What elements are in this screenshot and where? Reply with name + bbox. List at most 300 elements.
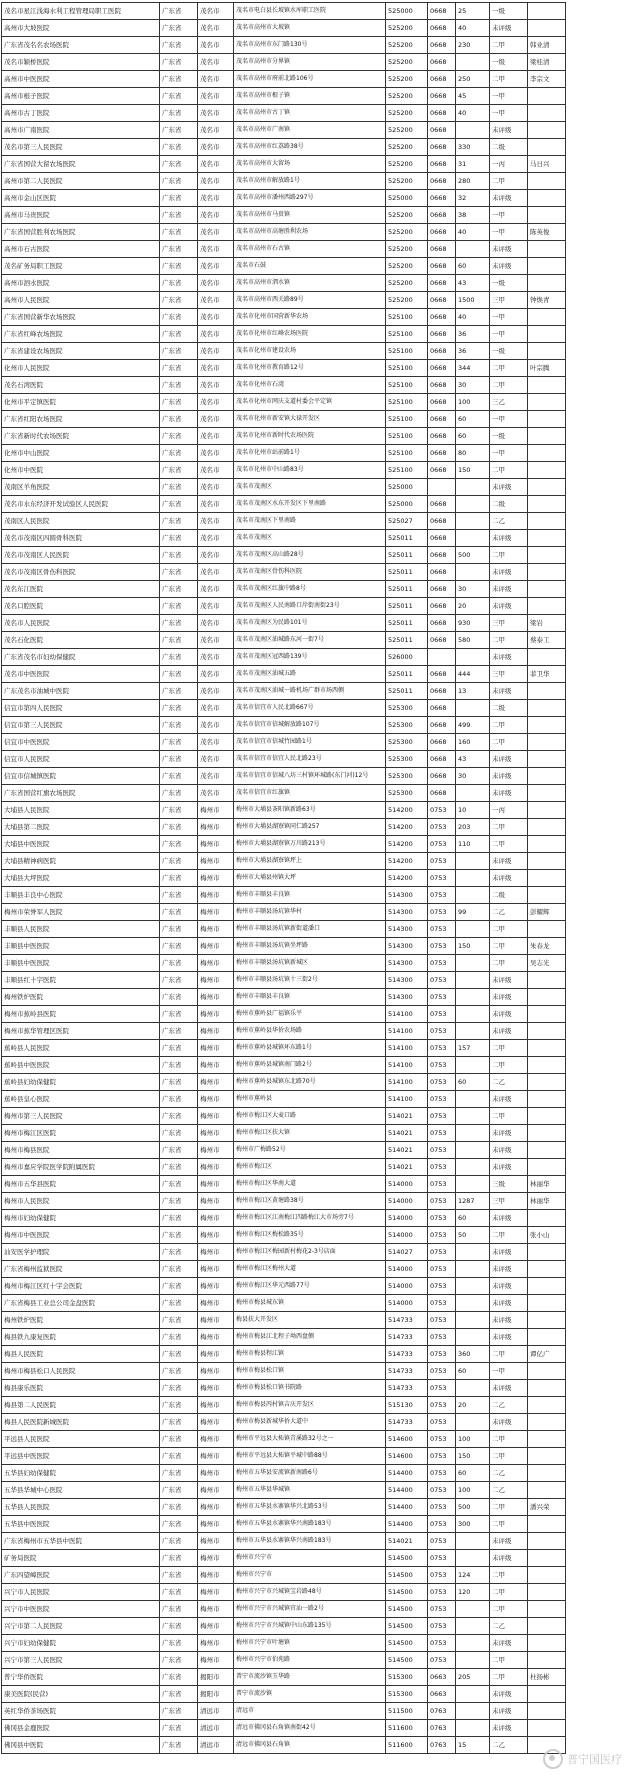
table-cell: 丰顺县人民医院	[2, 921, 160, 938]
table-cell	[528, 1652, 566, 1669]
table-cell: 514000	[386, 1278, 428, 1295]
table-cell: 0668	[428, 394, 456, 411]
table-cell: 广东省	[160, 819, 198, 836]
table-cell: 525011	[386, 598, 428, 615]
table-cell: 梅州市蕉岭县城镇环东路1号	[234, 1040, 386, 1057]
table-cell	[456, 921, 490, 938]
table-cell	[456, 54, 490, 71]
table-cell: 广东省	[160, 20, 198, 37]
table-row	[2, 377, 566, 394]
table-cell: 梅州市蕉岭县	[234, 1091, 386, 1108]
table-cell	[528, 819, 566, 836]
table-cell: 广东省	[160, 1159, 198, 1176]
table-cell: 茂名市	[198, 122, 234, 139]
table-cell: 梅州市	[198, 1278, 234, 1295]
table-cell: 525027	[386, 513, 428, 530]
table-cell: 三乙	[490, 394, 528, 411]
table-cell: 0753	[428, 1125, 456, 1142]
table-row	[2, 1414, 566, 1431]
table-cell: 梅州市中医医院	[2, 1227, 160, 1244]
table-cell: 茂南区人民医院	[2, 513, 160, 530]
table-cell	[528, 734, 566, 751]
table-cell: 0753	[428, 955, 456, 972]
table-cell: 514021	[386, 1125, 428, 1142]
table-cell	[456, 1023, 490, 1040]
table-cell: 0668	[428, 258, 456, 275]
table-row	[2, 1380, 566, 1397]
table-cell: 150	[456, 1448, 490, 1465]
table-cell: 未评级	[490, 1533, 528, 1550]
table-cell: 514027	[386, 1244, 428, 1261]
table-cell: 514600	[386, 1431, 428, 1448]
table-cell: 茂名市	[198, 615, 234, 632]
table-cell: 广东省	[160, 836, 198, 853]
table-cell: 广东省	[160, 445, 198, 462]
table-cell: 梅州市	[198, 1329, 234, 1346]
table-cell: 525200	[386, 139, 428, 156]
table-cell: 高州市石古医院	[2, 241, 160, 258]
table-cell: 100	[456, 1482, 490, 1499]
table-cell	[528, 1057, 566, 1074]
table-cell: 茂名市茂南区油城五路	[234, 666, 386, 683]
table-cell: 信宜市第三人民医院	[2, 717, 160, 734]
table-row	[2, 938, 566, 955]
table-cell: 二甲	[490, 547, 528, 564]
table-cell: 525100	[386, 428, 428, 445]
table-cell: 广东省	[160, 1125, 198, 1142]
table-cell: 梅州市丰顺县汤坑镇新城区	[234, 955, 386, 972]
table-cell: 茂名市	[198, 479, 234, 496]
table-cell: 梅州市梅县江北程子坳西盘侧	[234, 1329, 386, 1346]
table-row	[2, 71, 566, 88]
table-cell: 0668	[428, 3, 456, 20]
table-cell: 广东省	[160, 802, 198, 819]
table-cell: 茂名市	[198, 343, 234, 360]
table-cell: 0668	[428, 615, 456, 632]
table-cell: 514300	[386, 921, 428, 938]
table-cell: 化州市人民医院	[2, 360, 160, 377]
table-cell	[456, 955, 490, 972]
table-cell: 广东省国营新华农场医院	[2, 309, 160, 326]
table-cell: 514500	[386, 1635, 428, 1652]
table-cell: 未评级	[490, 1329, 528, 1346]
table-cell: 未评级	[490, 530, 528, 547]
table-cell: 广东省建设农场医院	[2, 343, 160, 360]
table-cell	[528, 258, 566, 275]
table-cell: 清远市	[234, 1703, 386, 1720]
table-cell: 广东省	[160, 1703, 198, 1720]
table-cell: 茂名市第三人民医院	[2, 139, 160, 156]
table-cell	[456, 1278, 490, 1295]
table-cell: 525300	[386, 717, 428, 734]
table-cell: 二甲	[490, 938, 528, 955]
table-row	[2, 1244, 566, 1261]
table-cell: 梅州市	[198, 1448, 234, 1465]
table-cell: 40	[456, 309, 490, 326]
table-cell: 二乙	[490, 1397, 528, 1414]
table-cell: 0753	[428, 1380, 456, 1397]
table-row	[2, 343, 566, 360]
table-cell: 0668	[428, 632, 456, 649]
table-cell: 高州市中医医院	[2, 71, 160, 88]
table-cell: 梅州市兴宁市兴城镇宝岩路48号	[234, 1584, 386, 1601]
table-cell	[528, 768, 566, 785]
table-cell: 广东省	[160, 1601, 198, 1618]
table-cell: 梅县康乐医院	[2, 1380, 160, 1397]
table-cell: 梅州市	[198, 1363, 234, 1380]
table-cell: 514100	[386, 1091, 428, 1108]
table-row	[2, 598, 566, 615]
table-cell: 300	[456, 1516, 490, 1533]
table-cell	[528, 1550, 566, 1567]
table-cell	[528, 887, 566, 904]
table-cell: 广东省红阳农场医院	[2, 411, 160, 428]
table-cell: 二甲	[490, 1040, 528, 1057]
table-cell: 广东省	[160, 207, 198, 224]
table-row	[2, 173, 566, 190]
table-cell	[528, 989, 566, 1006]
table-cell	[428, 479, 456, 496]
table-cell: 茂名市茂南区油城一路机场广群市场西侧	[234, 683, 386, 700]
table-cell: 二甲	[490, 1567, 528, 1584]
table-cell: 0753	[428, 1210, 456, 1227]
table-cell: 45	[456, 88, 490, 105]
table-cell: 0753	[428, 802, 456, 819]
table-cell: 0668	[428, 717, 456, 734]
table-cell	[456, 1312, 490, 1329]
table-cell: 茂名市茂南区为民路101号	[234, 615, 386, 632]
table-cell: 未评级	[490, 1720, 528, 1737]
table-row	[2, 445, 566, 462]
table-cell: 0668	[428, 683, 456, 700]
table-cell: 二甲	[490, 819, 528, 836]
table-cell: 0753	[428, 1057, 456, 1074]
table-cell: 梅州市	[198, 870, 234, 887]
table-cell: 梅州市五华县水寨镇华兴南路183号	[234, 1533, 386, 1550]
table-cell: 梅州市	[198, 802, 234, 819]
table-cell: 80	[456, 445, 490, 462]
table-cell: 514500	[386, 1584, 428, 1601]
table-cell: 高州市人民医院	[2, 292, 160, 309]
table-cell: 30	[456, 377, 490, 394]
table-cell: 0668	[428, 292, 456, 309]
table-cell: 茂名市	[198, 20, 234, 37]
table-cell	[528, 1720, 566, 1737]
table-cell: 360	[456, 1346, 490, 1363]
table-row	[2, 1227, 566, 1244]
table-cell: 525200	[386, 258, 428, 275]
table-cell: 二甲	[490, 462, 528, 479]
table-cell: 茂名市	[198, 428, 234, 445]
table-cell	[456, 1550, 490, 1567]
table-cell: 兴宁市人民医院	[2, 1584, 160, 1601]
table-cell: 230	[456, 37, 490, 54]
table-cell: 525300	[386, 785, 428, 802]
table-cell: 清远市佛冈县石角镇	[234, 1737, 386, 1754]
table-cell: 梅州市	[198, 1346, 234, 1363]
table-cell: 广东省	[160, 1482, 198, 1499]
table-cell: 广东省茂名市妇幼保健院	[2, 649, 160, 666]
table-cell: 茂名市	[198, 156, 234, 173]
table-cell: 菲卫华	[528, 666, 566, 683]
table-cell: 0668	[428, 309, 456, 326]
table-cell: 0753	[428, 1550, 456, 1567]
table-cell: 茂名市	[198, 54, 234, 71]
table-cell: 444	[456, 666, 490, 683]
table-cell: 0753	[428, 989, 456, 1006]
table-cell: 0668	[428, 462, 456, 479]
table-cell: 梅州市蕉岭县医院	[2, 1006, 160, 1023]
table-row	[2, 921, 566, 938]
table-cell	[528, 1261, 566, 1278]
table-cell: 梅州市大埔县湖寮镇万川路213号	[234, 836, 386, 853]
table-cell: 525200	[386, 156, 428, 173]
table-cell: 茂名市石鼓	[234, 258, 386, 275]
table-cell: 未评级	[490, 785, 528, 802]
table-cell: 514300	[386, 887, 428, 904]
table-row	[2, 649, 566, 666]
table-cell: 清远市	[198, 1703, 234, 1720]
table-cell: 茂名市高州市红荔路38号	[234, 139, 386, 156]
table-row	[2, 1448, 566, 1465]
table-row	[2, 989, 566, 1006]
table-cell: 普宁华侨医院	[2, 1669, 160, 1686]
table-cell: 蕉岭县皇心医院	[2, 1091, 160, 1108]
table-row	[2, 1176, 566, 1193]
table-cell	[528, 1363, 566, 1380]
table-cell: 茂名市	[198, 598, 234, 615]
table-cell: 广东省	[160, 1465, 198, 1482]
table-cell	[528, 139, 566, 156]
table-cell: 茂名市茂南区骨伤科医院	[234, 564, 386, 581]
table-cell: 60	[456, 428, 490, 445]
table-cell: 梅州市丰顺县汤坑镇华村	[234, 904, 386, 921]
table-cell: 茂名市	[198, 717, 234, 734]
table-cell: 514100	[386, 1074, 428, 1091]
table-row	[2, 547, 566, 564]
table-cell: 0763	[428, 1737, 456, 1754]
table-cell: 0753	[428, 1023, 456, 1040]
table-cell: 茂名市电白县长坡镇水库职工医院	[234, 3, 386, 20]
table-row	[2, 1601, 566, 1618]
table-cell	[528, 1278, 566, 1295]
table-cell: 梅州市大埔县湖寮镇同仁路257	[234, 819, 386, 836]
table-cell	[528, 1040, 566, 1057]
table-cell: 二乙	[490, 1737, 528, 1754]
table-cell: 525100	[386, 343, 428, 360]
table-cell	[456, 1142, 490, 1159]
table-cell: 梅州市	[198, 938, 234, 955]
table-cell: 未评级	[490, 1295, 528, 1312]
table-cell: 梅州市	[198, 1652, 234, 1669]
table-cell: 广东省	[160, 581, 198, 598]
table-cell: 茂名市高州市解放路1号	[234, 173, 386, 190]
table-cell	[456, 122, 490, 139]
table-cell: 二级	[490, 496, 528, 513]
table-cell	[528, 88, 566, 105]
table-cell: 梅州市梅江区梅园新村梅花2-3号店面	[234, 1244, 386, 1261]
table-cell: 未评级	[490, 1125, 528, 1142]
table-cell: 梅州市梅江区扶大镇	[234, 1125, 386, 1142]
table-cell: 清远市	[198, 1720, 234, 1737]
table-cell: 梅州市	[198, 955, 234, 972]
table-cell	[456, 649, 490, 666]
table-cell: 0668	[428, 207, 456, 224]
table-cell: 梅州市梅县医院	[2, 1142, 160, 1159]
table-row	[2, 207, 566, 224]
table-cell	[528, 683, 566, 700]
table-cell: 广东省	[160, 598, 198, 615]
watermark-text: 普宁国医疗	[567, 1753, 622, 1766]
table-cell: 二甲	[490, 37, 528, 54]
table-cell: 38	[456, 207, 490, 224]
table-cell: 大埔县大坪医院	[2, 870, 160, 887]
table-row	[2, 1159, 566, 1176]
table-cell	[528, 1448, 566, 1465]
table-cell	[456, 564, 490, 581]
table-cell: 化州市平定镇医院	[2, 394, 160, 411]
table-cell: 广东省	[160, 751, 198, 768]
table-cell: 茂名口腔医院	[2, 598, 160, 615]
table-cell	[456, 1159, 490, 1176]
table-cell: 广东省	[160, 1142, 198, 1159]
table-row	[2, 1431, 566, 1448]
table-row	[2, 717, 566, 734]
table-cell: 梅州市蕉岭县城镇南门路2号	[234, 1057, 386, 1074]
table-cell	[528, 275, 566, 292]
table-cell: 未评级	[490, 1091, 528, 1108]
table-cell: 梅州市梅县程江镇	[234, 1346, 386, 1363]
table-row	[2, 1550, 566, 1567]
table-cell	[528, 20, 566, 37]
table-cell: 广东省	[160, 1652, 198, 1669]
table-cell: 茂名东江医院	[2, 581, 160, 598]
table-row	[2, 870, 566, 887]
table-cell: 0753	[428, 870, 456, 887]
table-cell: 未评级	[490, 190, 528, 207]
table-cell: 0753	[428, 1499, 456, 1516]
table-cell	[528, 836, 566, 853]
table-cell: 梅州市嘉应学院医学院附属医院	[2, 1159, 160, 1176]
table-cell: 二甲	[490, 734, 528, 751]
table-cell: 茂名市高州市根子镇	[234, 88, 386, 105]
table-cell: 10	[456, 802, 490, 819]
table-cell: 高州市大坡医院	[2, 20, 160, 37]
table-cell	[456, 1057, 490, 1074]
table-cell	[528, 1006, 566, 1023]
table-cell: 谭亿广	[528, 1346, 566, 1363]
table-cell: 茂名市	[198, 275, 234, 292]
table-cell: 茂名市化州市网庆支道村委会平定镇	[234, 394, 386, 411]
table-cell: 广东省	[160, 1363, 198, 1380]
table-cell: 广东省	[160, 1278, 198, 1295]
table-cell: 梅州市梅江区红十字会医院	[2, 1278, 160, 1295]
table-cell: 广东省国营胜利农场医院	[2, 224, 160, 241]
table-cell: 茂名市茂南区水东开发区下里南路	[234, 496, 386, 513]
table-cell: 茂名矿务局职工医院	[2, 258, 160, 275]
table-cell: 0753	[428, 1261, 456, 1278]
table-cell	[456, 1652, 490, 1669]
table-cell: 佛冈县金鹿医院	[2, 1720, 160, 1737]
table-cell: 344	[456, 360, 490, 377]
table-cell: 二甲	[490, 1431, 528, 1448]
table-cell: 0753	[428, 1244, 456, 1261]
table-cell: 梅州市蕉岭县华侨农场路	[234, 1023, 386, 1040]
table-cell: 茂名市高州市大留场	[234, 156, 386, 173]
table-row	[2, 734, 566, 751]
table-cell: 梁桂清	[528, 54, 566, 71]
table-cell: 未评级	[490, 751, 528, 768]
table-cell: 二乙	[490, 1618, 528, 1635]
table-cell: 茂名市	[198, 734, 234, 751]
table-cell: 梅州市兴宁市	[234, 1567, 386, 1584]
table-cell: 二甲	[490, 1448, 528, 1465]
table-cell: 茂名市化州市新安镇大禄开发区	[234, 411, 386, 428]
table-cell: 梅州市大埔县茶阳镇新路63号	[234, 802, 386, 819]
table-cell: 梅州市第三人民医院	[2, 1108, 160, 1125]
table-cell: 二乙	[490, 1482, 528, 1499]
table-cell: 0753	[428, 1652, 456, 1669]
table-cell	[528, 1125, 566, 1142]
table-cell	[456, 241, 490, 258]
table-cell: 未评级	[490, 1261, 528, 1278]
table-cell: 未评级	[490, 598, 528, 615]
table-cell: 广东省	[160, 292, 198, 309]
table-cell: 梅州市	[198, 921, 234, 938]
table-cell	[528, 394, 566, 411]
table-cell: 广东省	[160, 1023, 198, 1040]
table-cell: 广东省	[160, 1669, 198, 1686]
table-cell: 茂名市高州市高塘胜利农场	[234, 224, 386, 241]
table-cell: 广东省	[160, 530, 198, 547]
table-cell	[456, 853, 490, 870]
table-cell: 未评级	[490, 1686, 528, 1703]
table-cell: 514200	[386, 819, 428, 836]
table-cell: 43	[456, 275, 490, 292]
table-cell	[456, 700, 490, 717]
table-cell: 0753	[428, 1363, 456, 1380]
table-cell: 梅州市人民医院	[2, 1193, 160, 1210]
table-cell: 525011	[386, 615, 428, 632]
table-row	[2, 1533, 566, 1550]
table-cell: 茂名市	[198, 700, 234, 717]
table-cell: 揭阳市	[198, 1669, 234, 1686]
table-cell: 高州市金山区医院	[2, 190, 160, 207]
table-row	[2, 309, 566, 326]
table-cell: 未评级	[490, 258, 528, 275]
table-cell: 兴宁市中医医院	[2, 1601, 160, 1618]
table-cell	[528, 598, 566, 615]
table-cell: 广东省	[160, 1380, 198, 1397]
table-row	[2, 1499, 566, 1516]
table-cell: 0753	[428, 1397, 456, 1414]
table-cell: 1500	[456, 292, 490, 309]
table-row	[2, 1346, 566, 1363]
table-cell: 茂名市高州市大坡镇	[234, 20, 386, 37]
table-cell: 梅州市大埔县州镇大坪	[234, 870, 386, 887]
table-cell: 525011	[386, 547, 428, 564]
table-row	[2, 1329, 566, 1346]
table-row	[2, 751, 566, 768]
table-cell: 茂名市	[198, 462, 234, 479]
table-row	[2, 1686, 566, 1703]
table-cell: 0668	[428, 581, 456, 598]
table-cell: 未评级	[490, 1023, 528, 1040]
table-cell: 彭耀辉	[528, 904, 566, 921]
table-cell: 一级	[490, 3, 528, 20]
table-cell: 广东省	[160, 1193, 198, 1210]
table-cell: 0753	[428, 1618, 456, 1635]
